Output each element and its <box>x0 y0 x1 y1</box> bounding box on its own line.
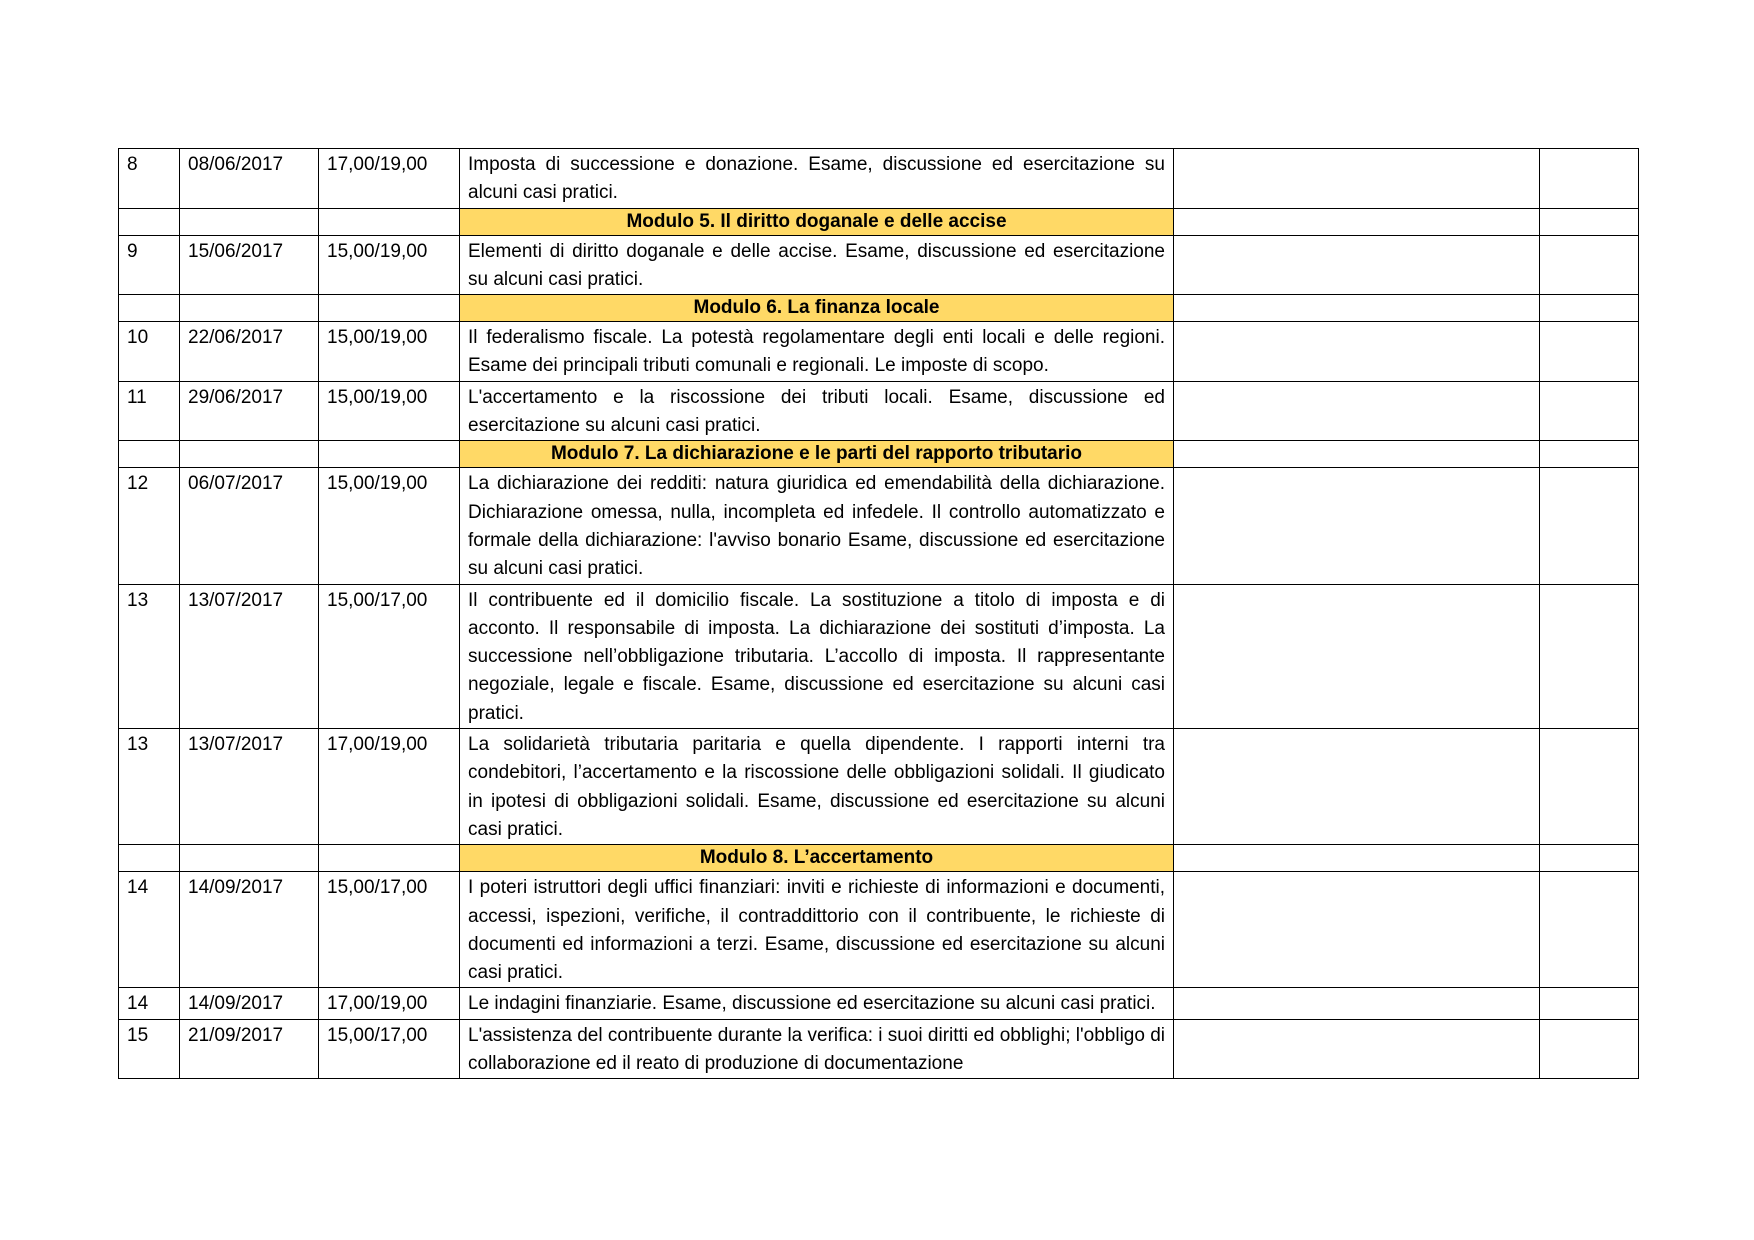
lesson-number: 14 <box>119 872 180 988</box>
lesson-time: 17,00/19,00 <box>319 149 460 209</box>
empty-cell <box>119 295 180 322</box>
empty-cell <box>1540 295 1639 322</box>
empty-cell <box>1540 468 1639 584</box>
empty-cell <box>1174 381 1540 441</box>
empty-cell <box>1174 235 1540 295</box>
lesson-date: 08/06/2017 <box>180 149 319 209</box>
empty-cell <box>1174 845 1540 872</box>
lesson-number: 14 <box>119 988 180 1019</box>
lesson-description: La dichiarazione dei redditi: natura giuridica ed emendabilità della dichiarazione. Dichiarazione omessa, nulla, incompleta ed infedele. Il controllo automatizzato e formale della dichiarazione: l'avviso bonario Esame, discussione ed esercitazione su alcuni casi pratici. <box>460 468 1174 584</box>
empty-cell <box>1174 584 1540 728</box>
lesson-description: L'accertamento e la riscossione dei tributi locali. Esame, discussione ed esercitazione su alcuni casi pratici. <box>460 381 1174 441</box>
lesson-description: Elementi di diritto doganale e delle accise. Esame, discussione ed esercitazione su alcuni casi pratici. <box>460 235 1174 295</box>
empty-cell <box>1540 988 1639 1019</box>
empty-cell <box>1174 988 1540 1019</box>
module-title: Modulo 7. La dichiarazione e le parti del rapporto tributario <box>460 441 1174 468</box>
lesson-date: 13/07/2017 <box>180 729 319 845</box>
table-row <box>119 584 1639 728</box>
empty-cell <box>1540 322 1639 382</box>
empty-cell <box>319 295 460 322</box>
empty-cell <box>1540 235 1639 295</box>
empty-cell <box>1540 208 1639 235</box>
empty-cell <box>1540 584 1639 728</box>
empty-cell <box>1540 729 1639 845</box>
lesson-time: 15,00/17,00 <box>319 584 460 728</box>
lesson-date: 13/07/2017 <box>180 584 319 728</box>
empty-cell <box>180 208 319 235</box>
empty-cell <box>119 208 180 235</box>
module-header-row <box>119 295 1639 322</box>
lesson-number: 12 <box>119 468 180 584</box>
module-header-row <box>119 208 1639 235</box>
empty-cell <box>1540 149 1639 209</box>
lesson-time: 15,00/19,00 <box>319 235 460 295</box>
table-row <box>119 872 1639 988</box>
lesson-date: 06/07/2017 <box>180 468 319 584</box>
empty-cell <box>180 295 319 322</box>
lesson-number: 9 <box>119 235 180 295</box>
course-schedule-table <box>118 148 1639 1079</box>
lesson-description: Imposta di successione e donazione. Esame, discussione ed esercitazione su alcuni casi pratici. <box>460 149 1174 209</box>
lesson-description: Le indagini finanziarie. Esame, discussione ed esercitazione su alcuni casi pratici. <box>460 988 1174 1019</box>
table-row <box>119 468 1639 584</box>
lesson-time: 15,00/17,00 <box>319 1019 460 1079</box>
lesson-date: 22/06/2017 <box>180 322 319 382</box>
lesson-number: 11 <box>119 381 180 441</box>
lesson-description: I poteri istruttori degli uffici finanziari: inviti e richieste di informazioni e documenti, accessi, ispezioni, verifiche, il contraddittorio con il contribuente, le richieste di documenti ed informazioni a terzi. Esame, discussione ed esercitazione su alcuni casi pratici. <box>460 872 1174 988</box>
table-row <box>119 729 1639 845</box>
empty-cell <box>1174 208 1540 235</box>
empty-cell <box>319 441 460 468</box>
lesson-date: 14/09/2017 <box>180 988 319 1019</box>
empty-cell <box>1174 872 1540 988</box>
table-row <box>119 322 1639 382</box>
empty-cell <box>1540 872 1639 988</box>
empty-cell <box>1174 441 1540 468</box>
lesson-description: La solidarietà tributaria paritaria e quella dipendente. I rapporti interni tra condebitori, l’accertamento e la riscossione delle obbligazioni solidali. Il giudicato in ipotesi di obbligazioni solidali. Esame, discussione ed esercitazione su alcuni casi pratici. <box>460 729 1174 845</box>
lesson-time: 15,00/19,00 <box>319 468 460 584</box>
empty-cell <box>1174 295 1540 322</box>
module-header-row <box>119 845 1639 872</box>
table-row <box>119 1019 1639 1079</box>
lesson-date: 15/06/2017 <box>180 235 319 295</box>
empty-cell <box>1174 1019 1540 1079</box>
empty-cell <box>119 845 180 872</box>
empty-cell <box>1540 381 1639 441</box>
empty-cell <box>1174 729 1540 845</box>
empty-cell <box>1174 149 1540 209</box>
lesson-description: Il federalismo fiscale. La potestà regolamentare degli enti locali e delle regioni. Esame dei principali tributi comunali e regionali. Le imposte di scopo. <box>460 322 1174 382</box>
lesson-time: 15,00/19,00 <box>319 322 460 382</box>
module-title: Modulo 5. Il diritto doganale e delle accise <box>460 208 1174 235</box>
lesson-time: 17,00/19,00 <box>319 988 460 1019</box>
empty-cell <box>1540 441 1639 468</box>
table-row <box>119 149 1639 209</box>
empty-cell <box>1174 322 1540 382</box>
empty-cell <box>1174 468 1540 584</box>
empty-cell <box>119 441 180 468</box>
module-title: Modulo 8. L’accertamento <box>460 845 1174 872</box>
lesson-number: 10 <box>119 322 180 382</box>
empty-cell <box>1540 845 1639 872</box>
lesson-description: Il contribuente ed il domicilio fiscale. La sostituzione a titolo di imposta e di acconto. Il responsabile di imposta. La dichiarazione dei sostituti d’imposta. La successione nell’obbligazione tributaria. L’accollo di imposta. Il rappresentante negoziale, legale e fiscale. Esame, discussione ed esercitazione su alcuni casi pratici. <box>460 584 1174 728</box>
lesson-description: L'assistenza del contribuente durante la verifica: i suoi diritti ed obblighi; l'obbligo di collaborazione ed il reato di produzione di documentazione <box>460 1019 1174 1079</box>
lesson-time: 17,00/19,00 <box>319 729 460 845</box>
lesson-time: 15,00/17,00 <box>319 872 460 988</box>
empty-cell <box>180 441 319 468</box>
module-header-row <box>119 441 1639 468</box>
lesson-number: 15 <box>119 1019 180 1079</box>
lesson-date: 21/09/2017 <box>180 1019 319 1079</box>
lesson-time: 15,00/19,00 <box>319 381 460 441</box>
table-row <box>119 988 1639 1019</box>
empty-cell <box>319 208 460 235</box>
lesson-number: 13 <box>119 729 180 845</box>
lesson-number: 13 <box>119 584 180 728</box>
empty-cell <box>1540 1019 1639 1079</box>
empty-cell <box>319 845 460 872</box>
table-row <box>119 381 1639 441</box>
empty-cell <box>180 845 319 872</box>
lesson-date: 29/06/2017 <box>180 381 319 441</box>
lesson-date: 14/09/2017 <box>180 872 319 988</box>
module-title: Modulo 6. La finanza locale <box>460 295 1174 322</box>
table-row <box>119 235 1639 295</box>
lesson-number: 8 <box>119 149 180 209</box>
